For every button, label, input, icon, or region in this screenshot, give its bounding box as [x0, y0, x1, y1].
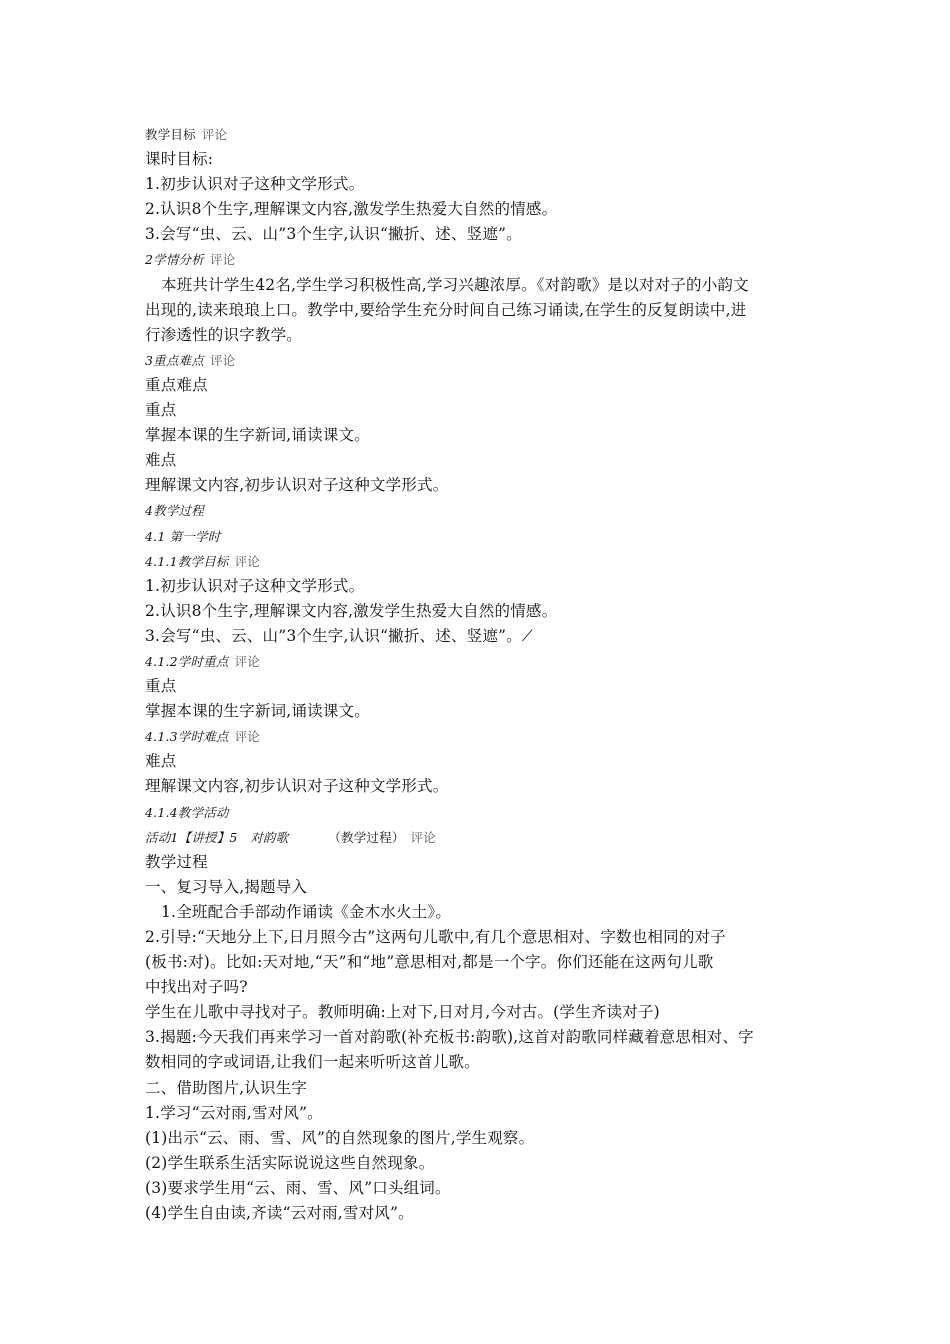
line-text: 1.初步认识对子这种文学形式。	[145, 576, 365, 595]
comment-link[interactable]: 评论	[234, 729, 261, 745]
line-text: 1.学习“云对雨,雪对风”。	[145, 1103, 323, 1122]
line-text: 理解课文内容,初步认识对子这种文学形式。	[145, 777, 449, 796]
comment-link[interactable]: 评论	[201, 127, 228, 142]
line-text: 学生在儿歌中寻找对子。教师明确:上对下,日对月,今对古。(学生齐读对子)	[145, 1003, 660, 1022]
line-text: 3.会写“虫、云、山”3个生字,认识“撇折、述、竖遮”。⟋	[145, 626, 533, 645]
line-text: 教学过程	[145, 852, 208, 871]
line-text: 中找出对子吗?	[145, 978, 248, 997]
line-text: 本班共计学生42名,学生学习积极性高,学习兴趣浓厚。《对韵歌》是以对对子的小韵文	[161, 275, 749, 294]
activity-type: （教学过程）	[328, 829, 405, 845]
line-text: 活动1【讲授】5 对韵歌	[145, 829, 289, 845]
comment-link[interactable]: 评论	[209, 352, 236, 368]
line-text: 理解课文内容,初步认识对子这种文学形式。	[145, 476, 449, 495]
line-text: (4)学生自由读,齐读“云对雨,雪对风”。	[145, 1204, 414, 1223]
line-text: 1.初步认识对子这种文学形式。	[145, 175, 365, 194]
line-text: 数相同的字或词语,让我们一起来听听这首儿歌。	[145, 1053, 480, 1072]
text-line	[145, 574, 825, 599]
text-line	[145, 473, 825, 498]
text-line	[145, 774, 825, 799]
text-line	[145, 1050, 825, 1075]
text-line	[145, 599, 825, 624]
text-line	[145, 850, 825, 875]
text-line	[145, 1151, 825, 1176]
text-line	[145, 197, 825, 222]
text-line	[145, 900, 825, 925]
line-text: 4.1.1教学目标	[145, 553, 229, 569]
text-line	[145, 524, 825, 549]
line-text: 1.全班配合手部动作诵读《金木水火土》。	[161, 902, 452, 921]
line-text: 3.会写“虫、云、山”3个生字,认识“撇折、述、竖遮”。	[145, 225, 522, 244]
text-line	[145, 1201, 825, 1226]
text-line	[145, 699, 825, 724]
line-text: 教学目标	[145, 127, 196, 142]
text-line	[145, 273, 825, 298]
text-line	[145, 247, 825, 272]
text-line	[145, 448, 825, 473]
line-text: 4.1.3学时难点	[145, 729, 229, 745]
text-line	[145, 122, 825, 147]
text-line	[145, 624, 825, 649]
text-line	[145, 549, 825, 574]
text-line	[145, 348, 825, 373]
line-text: 难点	[145, 451, 177, 470]
text-line	[145, 749, 825, 774]
line-text: 2.引导:“天地分上下,日月照今古”这两句儿歌中,有几个意思相对、字数也相同的对子	[145, 928, 726, 946]
line-text: (板书:对)。比如:天对地,“天”和“地”意思相对,都是一个字。你们还能在这两句儿歌	[145, 953, 714, 972]
text-line	[145, 1176, 825, 1201]
line-text: (3)要求学生用“云、雨、雪、风”口头组词。	[145, 1178, 451, 1197]
text-line	[145, 975, 825, 1000]
text-line	[145, 398, 825, 423]
line-text: 3.揭题:今天我们再来学习一首对韵歌(补充板书:韵歌),这首对韵歌同样藏着意思相对、字	[145, 1028, 754, 1047]
line-text: 4.1.4教学活动	[145, 804, 229, 820]
line-text: 难点	[145, 752, 177, 771]
line-text: 掌握本课的生字新词,诵读课文。	[145, 426, 370, 445]
line-text: 2.认识8个生字,理解课文内容,激发学生热爱大自然的情感。	[145, 200, 558, 219]
text-line	[145, 649, 825, 674]
line-text: 课时目标:	[145, 150, 214, 169]
text-line	[145, 825, 825, 850]
line-text: 行渗透性的识字教学。	[145, 325, 303, 344]
text-line	[145, 1025, 825, 1050]
text-line	[145, 323, 825, 348]
text-line	[145, 172, 825, 197]
text-line	[145, 925, 825, 950]
line-text: 重点	[145, 401, 177, 420]
line-text: 4.1.2学时重点	[145, 653, 229, 669]
document-page	[145, 122, 825, 1226]
text-line	[145, 724, 825, 749]
line-text: (1)出示“云、雨、雪、风”的自然现象的图片,学生观察。	[145, 1128, 535, 1147]
line-text: 出现的,读来琅琅上口。教学中,要给学生充分时间自己练习诵读,在学生的反复朗读中,进	[145, 300, 747, 319]
comment-link[interactable]: 评论	[209, 252, 236, 268]
line-text: (2)学生联系生活实际说说这些自然现象。	[145, 1153, 435, 1172]
text-line	[145, 875, 825, 900]
text-line	[145, 800, 825, 825]
text-line	[145, 423, 825, 448]
text-line	[145, 1101, 825, 1126]
line-text: 重点难点	[145, 375, 208, 394]
text-line	[145, 1076, 825, 1101]
line-text: 重点	[145, 677, 177, 696]
line-text: 2.认识8个生字,理解课文内容,激发学生热爱大自然的情感。	[145, 601, 558, 620]
line-text: 4教学过程	[145, 503, 204, 519]
text-line	[145, 674, 825, 699]
line-text: 一、复习导入,揭题导入	[145, 877, 308, 896]
text-line	[145, 298, 825, 323]
line-text: 掌握本课的生字新词,诵读课文。	[145, 702, 370, 721]
text-line	[145, 222, 825, 247]
text-line	[145, 950, 825, 975]
line-text: 3重点难点	[145, 352, 204, 368]
text-line	[145, 498, 825, 523]
comment-link[interactable]: 评论	[234, 653, 261, 669]
text-line	[145, 147, 825, 172]
comment-link[interactable]: 评论	[410, 829, 436, 845]
line-text: 二、借助图片,认识生字	[145, 1078, 308, 1097]
line-text: 2学情分析	[145, 252, 204, 268]
comment-link[interactable]: 评论	[234, 553, 261, 569]
text-line	[145, 373, 825, 398]
line-text: 4.1 第一学时	[145, 528, 221, 544]
text-line	[145, 1000, 825, 1025]
text-line	[145, 1126, 825, 1151]
